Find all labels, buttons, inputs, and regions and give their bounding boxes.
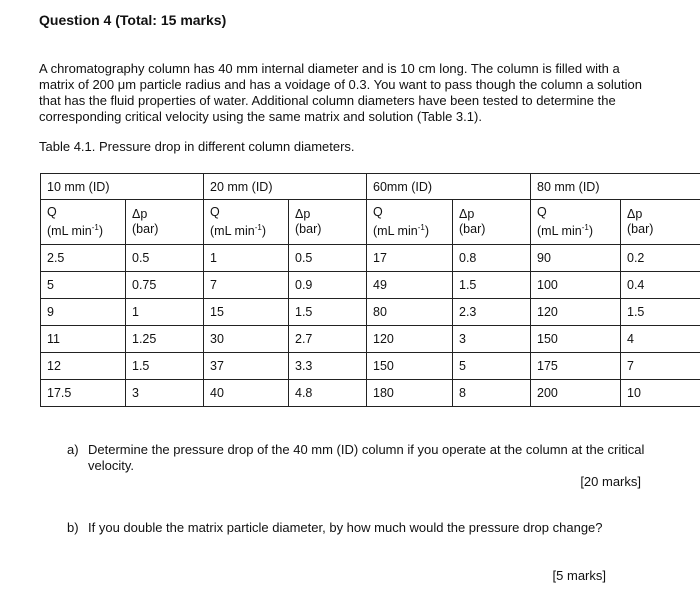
pressure-drop-cell: 0.2 [621, 245, 700, 272]
flow-rate-cell: 200 [531, 380, 621, 407]
pressure-drop-cell: 0.4 [621, 272, 700, 299]
pressure-drop-symbol: Δp [627, 207, 643, 221]
pressure-drop-cell: 0.5 [126, 245, 204, 272]
pressure-drop-cell: 3 [453, 326, 531, 353]
flow-rate-cell: 100 [531, 272, 621, 299]
flow-rate-symbol: Q [373, 204, 383, 219]
pressure-drop-cell: 3.3 [289, 353, 367, 380]
unit-exponent: -1 [91, 222, 99, 232]
table-caption: Table 4.1. Pressure drop in different column diameters. [39, 139, 355, 154]
flow-rate-cell: 17.5 [41, 380, 126, 407]
pressure-drop-header [453, 200, 531, 245]
part-b-text: If you double the matrix particle diameter, by how much would the pressure drop change? [88, 520, 603, 535]
flow-rate-cell: 1 [204, 245, 289, 272]
unit-exponent: -1 [581, 222, 589, 232]
flow-rate-cell: 49 [367, 272, 453, 299]
table-row [41, 380, 700, 407]
flow-rate-cell: 7 [204, 272, 289, 299]
flow-rate-cell: 120 [367, 326, 453, 353]
part-a-text: Determine the pressure drop of the 40 mm (ID) column if you operate at the column at the critical velocity. [88, 442, 645, 473]
pressure-drop-cell: 2.3 [453, 299, 531, 326]
pressure-drop-cell: 0.9 [289, 272, 367, 299]
pressure-drop-symbol: Δp [295, 207, 311, 221]
flow-rate-cell: 150 [531, 326, 621, 353]
flow-rate-header: Q (mL $\min^{-1}$) [41, 200, 126, 245]
table-row [41, 245, 700, 272]
pressure-drop-cell: 10 [621, 380, 700, 407]
pressure-drop-cell: 7 [621, 353, 700, 380]
part-b-label: b) [67, 520, 79, 535]
question-part-b [67, 520, 647, 536]
part-a-marks: [20 marks] [580, 474, 641, 489]
flow-rate-unit: (mL min [47, 224, 92, 239]
pressure-drop-cell: 1 [126, 299, 204, 326]
flow-rate-cell: 175 [531, 353, 621, 380]
flow-rate-unit: (mL min [537, 224, 582, 239]
flow-rate-cell: 80 [367, 299, 453, 326]
problem-statement: A chromatography column has 40 mm internal diameter and is 10 cm long. The column is filled with a matrix of 200 μm particle radius and has a voidage of 0.3. You want to pass though the column a solution that has the fluid properties of water. Additional column diameters have been tested to determine the corresponding critical velocity using the same matrix and solution (Table 3.1). [39, 61, 642, 124]
flow-rate-cell: 180 [367, 380, 453, 407]
pressure-drop-header [126, 200, 204, 245]
part-a-label: a) [67, 442, 79, 457]
pressure-drop-cell: 0.8 [453, 245, 531, 272]
pressure-drop-unit: (bar) [132, 222, 159, 236]
question-title: Question 4 (Total: 15 marks) [39, 12, 227, 28]
column-diameter-header: 60mm (ID) [367, 174, 531, 200]
pressure-drop-cell: 3 [126, 380, 204, 407]
pressure-drop-symbol: Δp [132, 207, 148, 221]
flow-rate-unit: (mL min [210, 224, 255, 239]
pressure-drop-cell: 5 [453, 353, 531, 380]
table-row [41, 353, 700, 380]
part-b-marks: [5 marks] [552, 568, 606, 583]
flow-rate-header: Q (mL $\min^{-1}$) [367, 200, 453, 245]
table-row [41, 272, 700, 299]
table-row [41, 299, 700, 326]
pressure-drop-cell: 2.7 [289, 326, 367, 353]
flow-rate-unit: (mL min [373, 224, 418, 239]
flow-rate-cell: 17 [367, 245, 453, 272]
pressure-drop-cell: 0.75 [126, 272, 204, 299]
pressure-drop-cell: 0.5 [289, 245, 367, 272]
pressure-drop-cell: 1.5 [289, 299, 367, 326]
flow-rate-cell: 150 [367, 353, 453, 380]
flow-rate-symbol: Q [210, 204, 220, 219]
pressure-drop-cell: 1.5 [453, 272, 531, 299]
unit-exponent: -1 [254, 222, 262, 232]
pressure-drop-cell: 1.5 [621, 299, 700, 326]
pressure-drop-cell: 1.25 [126, 326, 204, 353]
flow-rate-symbol: Q [47, 204, 57, 219]
flow-rate-cell: 2.5 [41, 245, 126, 272]
pressure-drop-unit: (bar) [295, 222, 322, 236]
question-part-a [67, 442, 647, 474]
flow-rate-cell: 11 [41, 326, 126, 353]
diameter-header-row [41, 174, 700, 200]
pressure-drop-cell: 1.5 [126, 353, 204, 380]
flow-rate-cell: 30 [204, 326, 289, 353]
column-diameter-header: 80 mm (ID) [531, 174, 700, 200]
flow-rate-header: Q (mL $\min^{-1}$) [531, 200, 621, 245]
column-diameter-header: 10 mm (ID) [41, 174, 204, 200]
unit-exponent: -1 [417, 222, 425, 232]
flow-rate-cell: 9 [41, 299, 126, 326]
flow-rate-header: Q (mL $\min^{-1}$) [204, 200, 289, 245]
pressure-drop-header [621, 200, 700, 245]
pressure-drop-symbol: Δp [459, 207, 475, 221]
units-header-row [41, 200, 700, 245]
pressure-drop-table [40, 173, 700, 407]
pressure-drop-unit: (bar) [627, 222, 654, 236]
pressure-drop-cell: 4.8 [289, 380, 367, 407]
flow-rate-symbol: Q [537, 204, 547, 219]
flow-rate-cell: 120 [531, 299, 621, 326]
pressure-drop-unit: (bar) [459, 222, 486, 236]
pressure-drop-header [289, 200, 367, 245]
column-diameter-header: 20 mm (ID) [204, 174, 367, 200]
flow-rate-cell: 5 [41, 272, 126, 299]
flow-rate-cell: 40 [204, 380, 289, 407]
flow-rate-cell: 37 [204, 353, 289, 380]
flow-rate-cell: 90 [531, 245, 621, 272]
flow-rate-cell: 12 [41, 353, 126, 380]
pressure-drop-cell: 8 [453, 380, 531, 407]
pressure-drop-cell: 4 [621, 326, 700, 353]
table-row [41, 326, 700, 353]
flow-rate-cell: 15 [204, 299, 289, 326]
